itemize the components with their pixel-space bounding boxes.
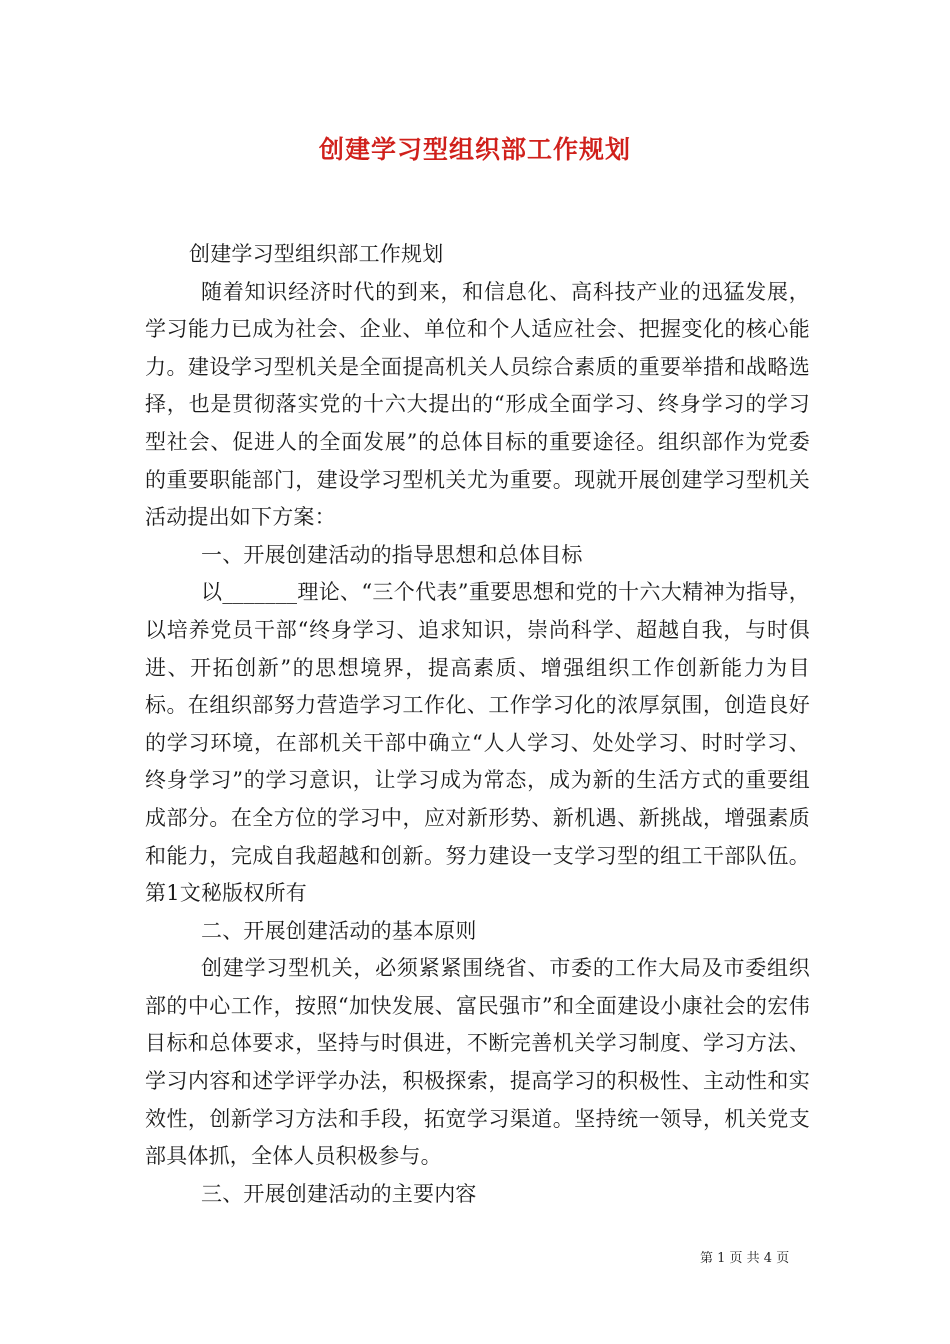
page-title: 创建学习型组织部工作规划 (318, 135, 631, 164)
intro-paragraph: 随着知识经济时代的到来，和信息化、高科技产业的迅猛发展，学习能力已成为社会、企业、单位和个人适应社会、把握变化的核心能力。建设学习型机关是全面提高机关人员综合素质的重要举措和战略选择，也是贯彻落实党的十六大提出的“形成全面学习、终身学习的学习型社会、促进人的全面发展”的总体目标的重要途径。组织部作为党委的重要职能部门，建设学习型机关尤为重要。现就开展创建学习型机关活动提出如下方案： (145, 279, 810, 530)
section-2-paragraph: 创建学习型机关，必须紧紧围绕省、市委的工作大局及市委组织部的中心工作，按照“加快发展、富民强市”和全面建设小康社会的宏伟目标和总体要求，坚持与时俱进，不断完善机关学习制度、学习方法、学习内容和述学评学办法，积极探索，提高学习的积极性、主动性和实效性，创新学习方法和手段，拓宽学习渠道。坚持统一领导，机关党支部具体抓，全体人员积极参与。 (145, 956, 810, 1169)
subtitle-paragraph: 创建学习型组织部工作规划 (189, 242, 444, 266)
section-heading-3: 三、开展创建活动的主要内容 (201, 1181, 477, 1206)
section-heading-2: 二、开展创建活动的基本原则 (201, 918, 477, 943)
document-body (145, 236, 810, 1213)
page-number: 第 1 页 共 4 页 (700, 1251, 790, 1266)
section-heading-1: 一、开展创建活动的指导思想和总体目标 (201, 542, 583, 567)
section-1-paragraph: 以_______理论、“三个代表”重要思想和党的十六大精神为指导，以培养党员干部“终身学习、追求知识，崇尚科学、超越自我，与时俱进、开拓创新”的思想境界，提高素质、增强组织工作创新能力为目标。在组织部努力营造学习工作化、工作学习化的浓厚氛围，创造良好的学习环境，在部机关干部中确立“人人学习、处处学习、时时学习、终身学习”的学习意识，让学习成为常态，成为新的生活方式的重要组成部分。在全方位的学习中，应对新形势、新机遇、新挑战，增强素质和能力，完成自我超越和创新。努力建设一支学习型的组工干部队伍。第1文秘版权所有 (145, 580, 810, 906)
